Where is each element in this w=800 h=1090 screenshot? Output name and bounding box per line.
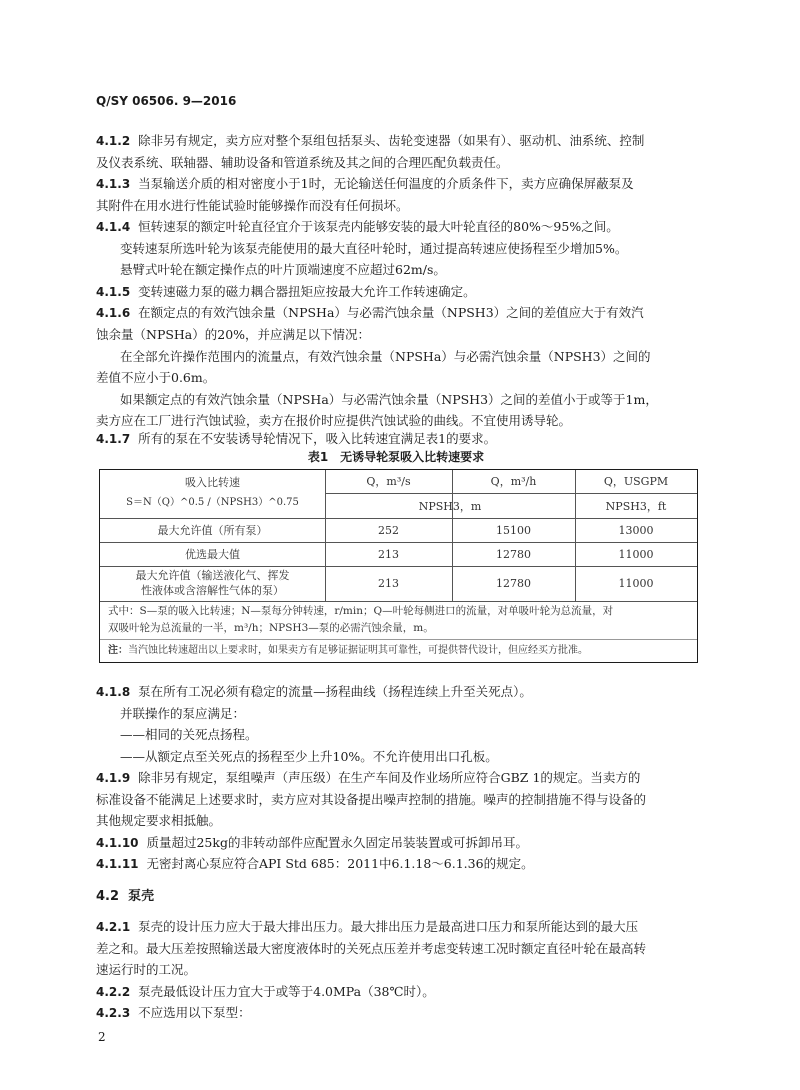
clause-4-1-9-line1 — [96, 767, 696, 789]
clause-number: 4.1.11 — [96, 857, 139, 871]
row-value: 213 — [378, 577, 399, 590]
row-value: 15100 — [496, 524, 531, 537]
clause-4-1-5-line1 — [96, 281, 696, 303]
clause-4-1-6-para3-line1: 如果额定点的有效汽蚀余量（NPSHa）与必需汽蚀余量（NPSH3）之间的差值小于或等于1m， — [120, 392, 658, 407]
clause-4-2-1-line2: 差之和。最大压差按照输送最大密度液体时的关死点压差并考虑变转速工况时额定直径叶轮在最高转 — [96, 941, 647, 956]
clause-text: 恒转速泵的额定叶轮直径宜介于该泵壳内能够安装的最大叶轮直径的80%～95%之间。 — [138, 219, 619, 234]
clause-4-1-4-line1 — [96, 216, 696, 238]
clause-4-1-2-line2: 及仪表系统、联轴器、辅助设备和管道系统及其之间的合理匹配负载责任。 — [96, 155, 509, 170]
header-col-usgpm: Q，USGPM — [603, 475, 669, 488]
clause-4-1-6-line2: 蚀余量（NPSHa）的20%，并应满足以下情况： — [96, 327, 371, 342]
clause-text: 质量超过25kg的非转动部件应配置永久固定吊装装置或可拆卸吊耳。 — [146, 835, 528, 850]
clause-text: 泵在所有工况必须有稳定的流量—扬程曲线（扬程连续上升至关死点）。 — [138, 684, 532, 699]
table-formula-note-line1: 式中：S—泵的吸入比转速；N—泵每分钟转速，r/min；Q—叶轮每侧进口的流量，对单吸叶轮为总流量，对 — [108, 605, 614, 617]
row-label-line1: 最大允许值（输送液化气、挥发 — [135, 569, 290, 582]
clause-text: 不应选用以下泵型： — [138, 1005, 251, 1020]
clause-4-2-1-line3: 速运行时的工况。 — [96, 962, 197, 977]
section-title: 泵壳 — [128, 889, 155, 904]
clause-text: 所有的泵在不安装诱导轮情况下，吸入比转速宜满足表1的要求。 — [138, 431, 497, 446]
clause-4-1-6-para2-line1: 在全部允许操作范围内的流量点，有效汽蚀余量（NPSHa）与必需汽蚀余量（NPSH3）之间的 — [120, 349, 651, 364]
clause-4-1-9-line2: 标准设备不能满足上述要求时，卖方应对其设备提出噪声控制的措施。噪声的控制措施不得与设备的 — [96, 792, 647, 807]
clause-number: 4.1.5 — [96, 285, 131, 299]
note-text: 当汽蚀比转速超出以上要求时，如果卖方有足够证据证明其可靠性，可提供替代设计，但应经买方批准。 — [128, 645, 588, 656]
row-value: 11000 — [618, 577, 654, 590]
row-value: 12780 — [496, 548, 531, 561]
table-note — [108, 642, 588, 659]
clause-4-1-6-para3-line2: 卖方应在工厂进行汽蚀试验，卖方在报价时应提供汽蚀试验的曲线。不宜使用诱导轮。 — [96, 413, 572, 428]
clause-text: 泵壳的设计压力应大于最大排出压力。最大排出压力是最高进口压力和泵所能达到的最大压 — [138, 919, 639, 934]
clause-number: 4.1.6 — [96, 306, 131, 320]
clause-4-2-2-line1 — [96, 981, 696, 1003]
table-title: 无诱导轮泵吸入比转速要求 — [340, 450, 485, 464]
clause-text: 当泵输送介质的相对密度小于1时，无论输送任何温度的介质条件下，卖方应确保屏蔽泵及 — [138, 176, 634, 191]
clause-number: 4.1.8 — [96, 685, 131, 699]
row-label: 最大允许值（所有泵） — [157, 524, 268, 537]
clause-4-1-4-para2: 变转速泵所选叶轮为该泵壳能使用的最大直径叶轮时，通过提高转速应使扬程至少增加5%。 — [120, 241, 628, 256]
header-formula: S＝N（Q）^0.5 /（NPSH3）^0.75 — [126, 497, 299, 508]
header-col-m3s: Q，m³/s — [366, 475, 411, 488]
clause-text: 除非另有规定，泵组噪声（声压级）在生产车间及作业场所应符合GBZ 1的规定。当卖方的 — [138, 770, 641, 785]
table-number: 表1 — [307, 450, 329, 464]
clause-text: 在额定点的有效汽蚀余量（NPSHa）与必需汽蚀余量（NPSH3）之间的差值应大于有效汽 — [138, 305, 644, 320]
row-value: 13000 — [618, 524, 654, 537]
clause-4-1-9-line3: 其他规定要求相抵触。 — [96, 813, 222, 828]
row-value: 12780 — [496, 577, 531, 590]
clause-text: 变转速磁力泵的磁力耦合器扭矩应按最大允许工作转速确定。 — [138, 284, 476, 299]
clause-4-1-6-line1 — [96, 302, 696, 324]
clause-number: 4.2.1 — [96, 920, 131, 934]
row-value: 213 — [378, 548, 399, 561]
clause-4-1-10-line1 — [96, 832, 696, 854]
clause-4-1-8-item2: ——从额定点至关死点的扬程至少上升10%。不允许使用出口孔板。 — [120, 749, 498, 764]
row-value: 252 — [378, 524, 399, 537]
clause-4-1-2-line1 — [96, 130, 696, 152]
header-npsh3-m: NPSH3，m — [418, 500, 482, 513]
clause-number: 4.2.3 — [96, 1006, 131, 1020]
clause-number: 4.1.9 — [96, 771, 131, 785]
clause-4-1-7-line1 — [96, 428, 696, 450]
section-4-2-heading — [96, 885, 154, 904]
clause-number: 4.1.10 — [96, 836, 139, 850]
clause-4-1-3-line1 — [96, 173, 696, 195]
row-label: 优选最大值 — [185, 548, 240, 561]
clause-text: 除非另有规定，卖方应对整个泵组包括泵头、齿轮变速器（如果有）、驱动机、油系统、控制 — [138, 133, 645, 148]
clause-number: 4.1.4 — [96, 220, 131, 234]
clause-4-2-1-line1 — [96, 916, 696, 938]
clause-number: 4.2.2 — [96, 985, 131, 999]
clause-number: 4.1.2 — [96, 134, 131, 148]
clause-4-1-11-line1 — [96, 853, 696, 875]
clause-4-1-8-para2: 并联操作的泵应满足： — [120, 706, 246, 721]
clause-4-2-3-line1 — [96, 1002, 696, 1024]
table-hline — [100, 518, 697, 519]
table-hline — [100, 542, 697, 543]
table-hline — [100, 639, 697, 640]
standard-header: Q/SY 06506. 9—2016 — [96, 94, 237, 108]
clause-number: 4.1.3 — [96, 177, 131, 191]
clause-4-1-8-line1 — [96, 681, 696, 703]
note-label: 注： — [108, 645, 128, 656]
clause-4-1-8-item1: ——相同的关死点扬程。 — [120, 727, 258, 742]
clause-number: 4.1.7 — [96, 432, 131, 446]
clause-text: 泵壳最低设计压力宜大于或等于4.0MPa（38℃时）。 — [138, 984, 435, 999]
suction-specific-speed-table — [99, 469, 698, 663]
table-hline — [100, 601, 697, 602]
row-value: 11000 — [618, 548, 654, 561]
clause-4-1-6-para2-line2: 差值不应小于0.6m。 — [96, 370, 216, 385]
header-suction-speed: 吸入比转速 — [185, 476, 240, 489]
clause-4-1-4-para3: 悬臂式叶轮在额定操作点的叶片顶端速度不应超过62m/s。 — [120, 262, 446, 277]
clause-4-1-3-line2: 其附件在用水进行性能试验时能够操作而没有任何损坏。 — [96, 198, 409, 213]
section-number: 4.2 — [96, 889, 120, 904]
table-caption — [96, 448, 696, 465]
page-number: 2 — [98, 1030, 106, 1044]
table-hline — [100, 566, 697, 567]
clause-text: 无密封离心泵应符合API Std 685：2011中6.1.18～6.1.36的规定。 — [146, 856, 534, 871]
header-col-m3h: Q，m³/h — [490, 475, 537, 488]
header-npsh3-ft: NPSH3，ft — [605, 500, 667, 513]
row-label-line2: 性液体或含溶解性气体的泵） — [141, 584, 284, 597]
table-formula-note-line2: 双吸叶轮为总流量的一半，m³/h；NPSH3—泵的必需汽蚀余量，m。 — [108, 622, 434, 634]
table-hline — [325, 493, 697, 494]
